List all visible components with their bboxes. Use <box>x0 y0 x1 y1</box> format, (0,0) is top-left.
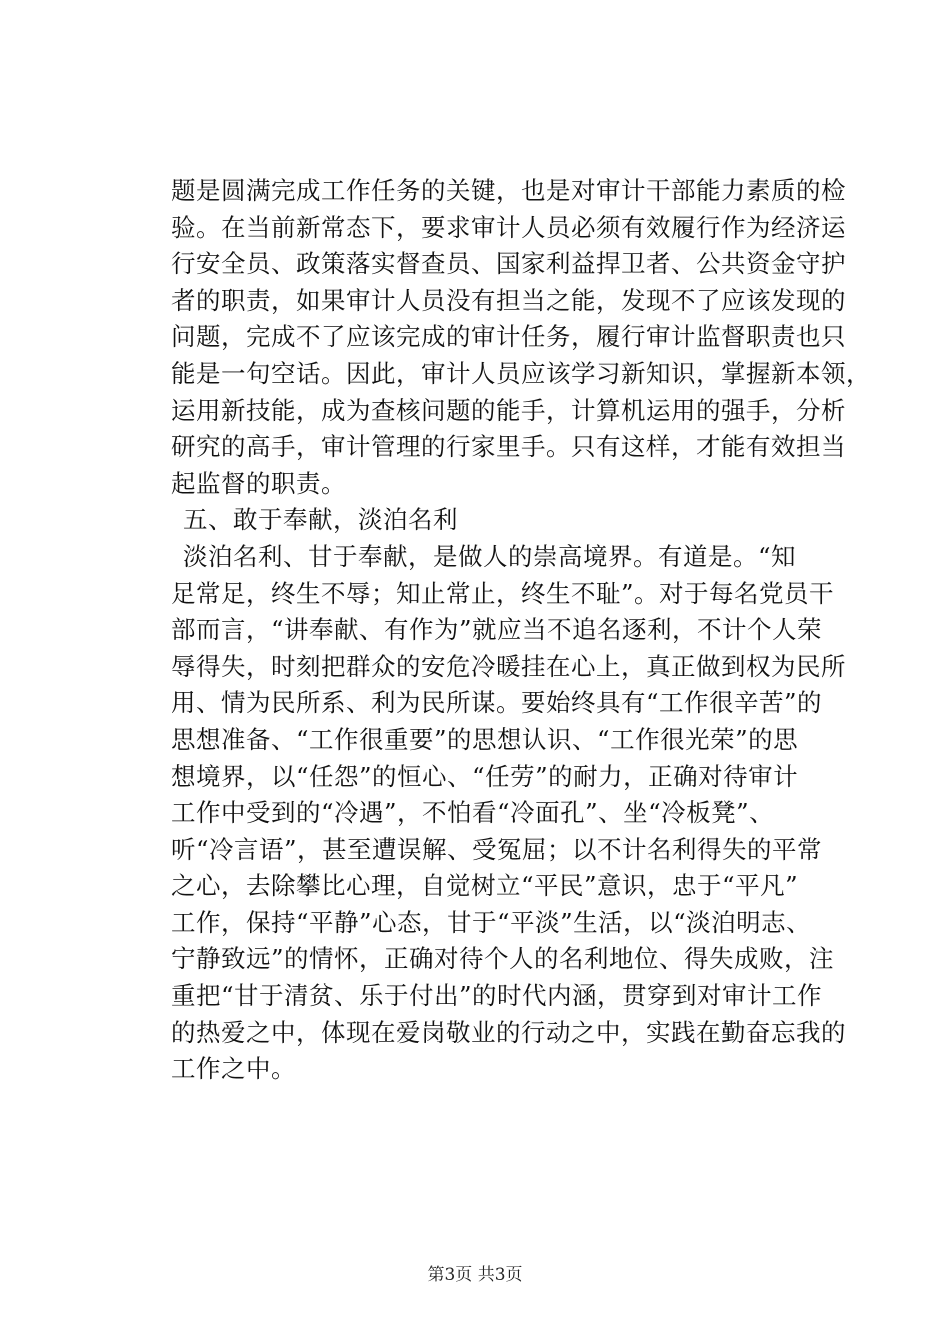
text-line: 行安全员、政策落实督查员、国家利益捍卫者、公共资金守护 <box>171 249 846 279</box>
page-number: 第3页 共3页 <box>427 1265 523 1285</box>
text-line: 辱得失，时刻把群众的安危冷暖挂在心上，真正做到权为民所 <box>171 651 846 681</box>
text-line: 运用新技能，成为查核问题的能手，计算机运用的强手，分析 <box>171 395 846 425</box>
text-line: 思想准备、“工作很重要”的思想认识、“工作很光荣”的思 <box>171 724 799 754</box>
text-line: 的热爱之中，体现在爱岗敬业的行动之中，实践在勤奋忘我的 <box>171 1017 846 1047</box>
text-line: 者的职责，如果审计人员没有担当之能，发现不了应该发现的 <box>171 285 846 315</box>
text-line: 部而言，“讲奉献、有作为”就应当不追名逐利，不计个人荣 <box>171 615 823 645</box>
text-line: 工作，保持“平静”心态，甘于“平淡”生活，以“淡泊明志、 <box>171 907 812 937</box>
text-line: 之心，去除攀比心理，自觉树立“平民”意识，忠于“平凡” <box>171 871 799 901</box>
paragraph-first-line: 淡泊名利、甘于奉献，是做人的崇高境界。有道是。“知 <box>183 541 797 571</box>
text-line: 题是圆满完成工作任务的关键，也是对审计干部能力素质的检 <box>171 176 846 205</box>
text-line: 重把“甘于清贫、乐于付出”的时代内涵，贯穿到对审计工作 <box>171 981 823 1011</box>
text-line: 宁静致远”的情怀，正确对待个人的名利地位、得失成败，注 <box>171 944 835 974</box>
text-line: 研究的高手，审计管理的行家里手。只有这样，才能有效担当 <box>171 432 846 462</box>
text-line: 问题，完成不了应该完成的审计任务，履行审计监督职责也只 <box>171 322 846 352</box>
text-line: 足常足，终生不辱；知止常止，终生不耻”。对于每名党员干 <box>171 578 835 608</box>
document-body <box>171 173 871 1088</box>
page-footer <box>0 1264 950 1286</box>
text-line: 起监督的职责。 <box>171 468 346 498</box>
text-line: 验。在当前新常态下，要求审计人员必须有效履行作为经济运 <box>171 212 846 242</box>
text-line: 想境界，以“任怨”的恒心、“任劳”的耐力，正确对待审计 <box>171 761 799 791</box>
text-line: 工作之中。 <box>171 1054 296 1084</box>
text-line: 听“冷言语”，甚至遭误解、受冤屈；以不计名利得失的平常 <box>171 834 823 864</box>
text-line: 能是一句空话。因此，审计人员应该学习新知识，掌握新本领， <box>171 358 871 388</box>
text-line: 工作中受到的“冷遇”，不怕看“冷面孔”、坐“冷板凳”、 <box>171 798 775 828</box>
text-line: 用、情为民所系、利为民所谋。要始终具有“工作很辛苦”的 <box>171 688 823 718</box>
section-heading: 五、敢于奉献，淡泊名利 <box>183 505 458 535</box>
